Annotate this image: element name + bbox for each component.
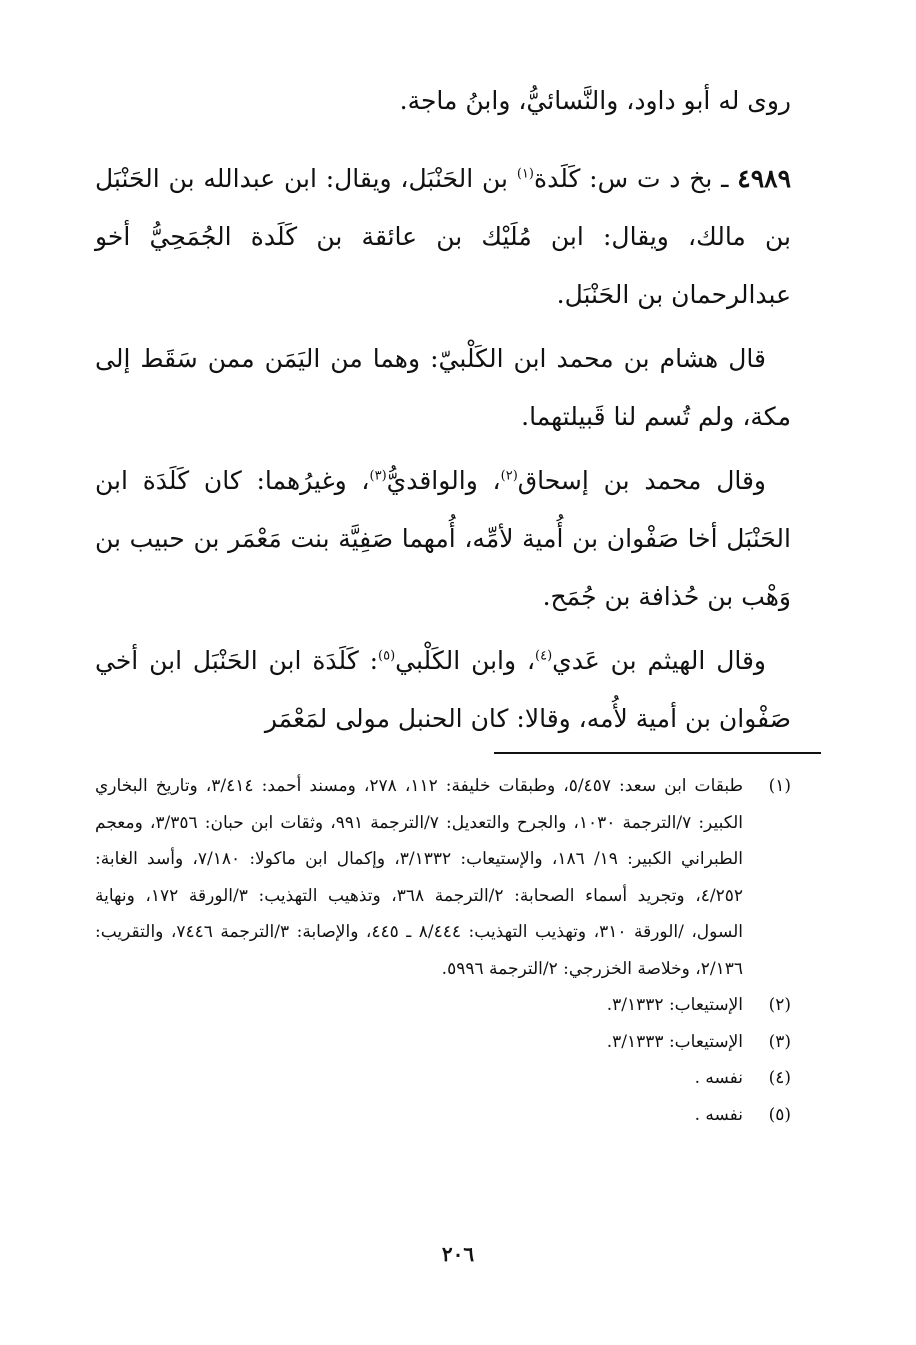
footnote-mark-3: (٣) xyxy=(369,468,387,484)
footnote-separator xyxy=(494,752,821,754)
paragraph-ibn-ishaq-part3: ، وغيرُهما: كان كَلَدَة ابن الحَنْبَل أخا صَفْوان بن أُمية لأمِّه، أُمهما صَفِيَّة بنت مَعْمَر بن حبيب بن وَهْب بن حُذافة بن جُمَح. xyxy=(95,466,791,611)
paragraph-hisham xyxy=(95,330,791,446)
footnote-1 xyxy=(95,768,791,987)
main-text xyxy=(95,72,791,748)
footnote-number: (٣) xyxy=(768,1031,791,1052)
footnote-2 xyxy=(95,987,791,1024)
footnote-5 xyxy=(95,1097,791,1134)
footnote-number: (١) xyxy=(768,776,791,796)
entry-sigla: ـ بخ د ت س: xyxy=(580,164,738,193)
footnote-text: طبقات ابن سعد: ٥/٤٥٧، وطبقات خليفة: ١١٢، ٢٧٨، ومسند أحمد: ٣/٤١٤، وتاريخ البخاري الكبير: ٧/الترجمة ١٠٣٠، والجرح والتعديل: ٧/الترجمة ٩٩١، وثقات ابن حبان: ٣/٣٥٦، ومعجم الطبراني الكبير: ١٩/ ١٨٦، والإستيعاب: ٣/١٣٣٢، وإكمال ابن ماكولا: ٧/١٨٠، وأسد الغابة: ٤/٢٥٢، وتجريد أسماء الصحابة: ٢/الترجمة ٣٦٨، وتذهيب التهذيب: ٣/الورقة ١٧٢، ونهاية السول، /الورقة ٣١٠، وتهذيب التهذيب: ٨/٤٤٤ ـ ٤٤٥، والإصابة: ٣/الترجمة ٧٤٤٦، والتقريب: ٢/١٣٦، وخلاصة الخزرجي: ٢/الترجمة ٥٩٩٦. xyxy=(95,776,744,979)
footnote-4 xyxy=(95,1060,791,1097)
footnote-text: نفسه . xyxy=(694,1104,743,1125)
page-number: ٢٠٦ xyxy=(441,1242,475,1266)
paragraph-haytham xyxy=(95,632,791,748)
paragraph-haytham-part2: ، وابن الكَلْبي xyxy=(395,646,536,675)
footnote-number: (٥) xyxy=(768,1104,791,1125)
footnote-mark-1: (١) xyxy=(516,166,534,182)
footnote-mark-2: (٢) xyxy=(500,468,518,484)
paragraph-haytham-part3: : كَلَدَة ابن الحَنْبَل ابن أخي صَفْوان بن أمية لأُمه، وقالا: كان الحنبل مولى لمَعْمَر xyxy=(95,646,791,733)
paragraph-hisham-text: قال هشام بن محمد ابن الكَلْبيّ: وهما من اليَمَن ممن سَقَط إلى مكة، ولم تُسم لنا قَبيلتهما. xyxy=(95,344,791,431)
footnote-3 xyxy=(95,1024,791,1061)
entry-name: كَلَدة xyxy=(533,164,581,193)
entry-heading-paragraph xyxy=(95,150,791,324)
paragraph-ibn-ishaq-part2: ، والواقديُّ xyxy=(386,466,501,495)
paragraph-haytham-part1: وقال الهيثم بن عَدي xyxy=(552,646,767,675)
entry-number: ٤٩٨٩ xyxy=(737,164,791,193)
footnote-text: نفسه . xyxy=(694,1068,743,1088)
footnote-number: (٤) xyxy=(768,1068,791,1088)
paragraph-ibn-ishaq-part1: وقال محمد بن إسحاق xyxy=(517,466,766,495)
footnotes xyxy=(95,768,791,1133)
footnote-text: الإستيعاب: ٣/١٣٣٢. xyxy=(606,995,743,1015)
paragraph-intro: روى له أبو داود، والنَّسائيُّ، وابنُ ماجة. xyxy=(399,86,791,115)
paragraph-ibn-ishaq xyxy=(95,452,791,626)
footnote-number: (٢) xyxy=(768,995,791,1015)
entry-text: بن الحَنْبَل، ويقال: ابن عبدالله بن الحَنْبَل بن مالك، ويقال: ابن مُلَيْك بن عائقة بن كَلَدة الجُمَحِيُّ أخو عبدالرحمان بن الحَنْبَل. xyxy=(95,164,791,309)
footnote-mark-4: (٤) xyxy=(535,648,553,664)
footnote-mark-5: (٥) xyxy=(378,648,396,664)
footnote-text: الإستيعاب: ٣/١٣٣٣. xyxy=(606,1031,743,1052)
